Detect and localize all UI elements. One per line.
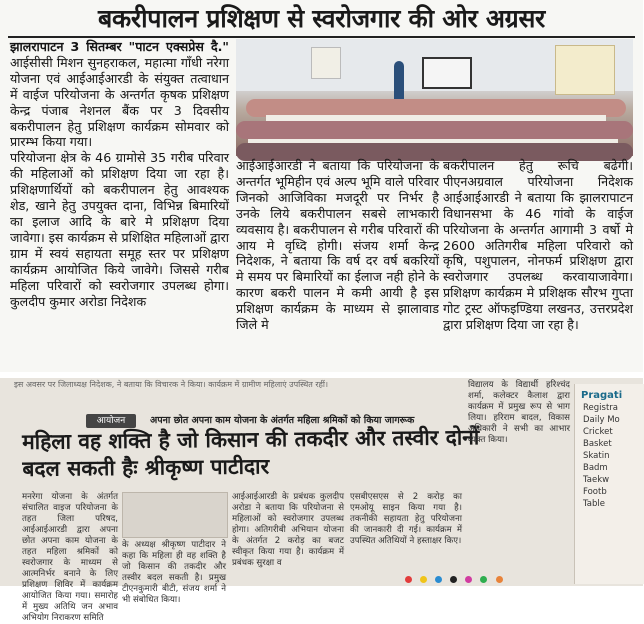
bottom-news-clipping [0,378,643,623]
bottom-kicker: अपना छोत अपना काम योजना के अंतर्गत महिला श्रमिकों को किया जागरूक [150,415,415,426]
color-dot [496,576,503,583]
ad-item: Cricket [583,427,613,437]
photo-banner [555,45,615,95]
bottom-photo [122,492,228,538]
top-column-2 [236,158,439,333]
ad-item: Footb [583,487,607,497]
bottom-col2-text: के अध्यक्ष श्रीकृष्ण पाटीदार ने कहा कि महिला ही वह शक्ति है जो किसान की तकदीर और तस्वीर बदल सकती है। प्रमुख टीएनकुमारी बीटी, संजय शर्मा ने भी संबोधित किया। [122,540,226,605]
top-column-3 [443,158,633,333]
ad-item: Daily Mo [583,415,620,425]
training-photo [236,39,633,156]
col3-text: बकरीपालन हेतु रूचि बढेगी। पीएनअग्रवाल परियोजना निदेशक आईआईआरडी ने बताया कि झालरापाटन विधानसभा के 46 गांवो के वाईज परियोजना के अन्तर्गत आगामी 3 वर्षो मे 2600 अतिगरीब महिला परिवारो को कृषि, पशुपालन, नोनफर्म प्रशिक्षण द्वारा स्वरोजगार उपलब्ध करवायाजावेगा। प्रशिक्षण कार्यक्रम मे प्रशिक्षक सौरभ गुप्ता गोट ट्रस्ट ऑफइण्डिया लखनउ, उत्तरप्रदेश द्वारा प्रशिक्षण दिया जा रहा है। [443,158,633,333]
photo-poster [311,47,341,79]
photo-presenter [394,61,404,101]
bottom-section-tag: आयोजन [86,414,136,428]
bottom-column-2 [122,492,226,606]
ad-item: Table [583,499,605,509]
ad-title: Pragati [581,390,623,401]
bottom-prev-article-strip: इस अवसर पर जिलाध्यक्ष निदेशक, ने बताया कि विचारक ने किया। कार्यक्रम में ग्रामीण महिलाएं उपस्थित रहीं। [14,380,328,389]
photo-audience-row [236,121,633,139]
color-dot [450,576,457,583]
bottom-col3-text: आईआईआरडी के प्रबंधक कुलदीप अरोडा ने बताया कि परियोजना से महिलाओं को स्वरोजगार उपलब्ध होगा। अतिगरीबी अभियान योजना के अंतर्गत 2 करोड़ का बजट स्वीकृत किया गया है। कार्यक्रम में प्रबंधक सुरक्षा व [232,492,344,568]
sports-ad [574,384,644,584]
ad-subtitle: Registra [583,403,618,413]
bottom-headline: महिला वह शक्ति है जो किसान की तकदीर और तस्वीर दोनों बदल सकती हैः श्रीकृष्ण पाटीदार [22,424,480,481]
top-column-1 [10,39,229,309]
ad-item: Skatin [583,451,610,461]
photo-projector-screen [422,57,472,89]
color-dot [420,576,427,583]
bottom-col5-text: विद्यालय के विद्यार्थी हरिश्चंद शर्मा, कलेक्टर कैलाश द्वारा कार्यक्रम में प्रमुख रूप से भाग लिया। हरिराम बादल, विकास अधिकारी ने सभी का आभार व्यक्त किया। [468,380,570,445]
print-color-dots [405,568,565,578]
headline-rule [8,36,635,38]
bottom-col4-text: एसबीएसएस से 2 करोड़ का एमओयू साइन किया गया है। तकनीकी सहायता हेतु परियोजना की जानकारी दी गई। कार्यक्रम में उपस्थित अतिथियों ने हस्ताक्षर किए। [350,492,462,546]
bottom-column-5 [468,380,570,446]
bottom-column-3 [232,492,344,569]
col1-para-2: परियोजना क्षेत्र के 46 ग्रामोसे 35 गरीब परिवार की महिलाओं को प्रशिक्षण दिया जा रहा है। प्रशिक्षणार्थियों को बकरीपालन हेतु आवश्यक शेड, खाने हेतु उपयुक्त दाना, विभिन्न बिमारियों का इलाज आदि के बारे मे प्रशिक्षण दिया जावेगा। इस कार्यक्रम से प्रशिक्षित महिलाओं द्वारा ग्राम में स्वयं सहायता समूह स्तर पर प्रशिक्षण कार्यक्रम आयोजित किये जावेगे। जिससे गरीब महिला परिवारों को स्वरोजगार उपलब्ध होगा। कुलदीप कुमार अरोडा निदेशक [10,150,229,309]
ad-item: Basket [583,439,612,449]
color-dot [465,576,472,583]
top-headline: बकरीपालन प्रशिक्षण से स्वरोजगार की ओर अग्रसर [98,4,545,33]
bottom-col1-text: मनरेगा योजना के अंतर्गत संचालित वाइज परियोजना के तहत जिला परिषद, आईआईआरडी द्वारा अपना छोत अपना काम योजना के तहत महिला श्रमिकों को स्वरोजगार के माध्यम से आत्मनिर्भर बनाने के लिए प्रशिक्षण शिविर में कार्यक्रम आयोजित किया गया। समारोह में मुख्य अतिथि जन अभाव अभियोग निराकरण समिति [22,492,118,623]
ad-item: Badm [583,463,608,473]
color-dot [480,576,487,583]
col2-text: आईआईआरडी ने बताया कि परियोजना के अन्तर्गत भूमिहीन एवं अल्प भूमि वाले परिवार जिनको आजिविका मजदूरी पर निर्भर है उनके लिये बकरीपालन सबसे लाभकारी व्यवसाय है। बकरीपालन से गरीब परिवारों की आय मे वृध्दि होगी। संजय शर्मा केन्द्र निदेशक, ने बताया कि वर्ष दर वर्ष बकरियों मे समय पर बिमारियों का ईलाज नही होने के कारण बकरी पालन मे कमी आयी है इस प्रशिक्षण कार्यक्रम के माध्यम से झालावाड जिले मे [236,158,439,333]
bottom-column-4 [350,492,462,547]
col1-para-1: आईसीसी मिशन सुनहराकल, महात्मा गाँधी नरेगा योजना एवं आईआईआरडी के संयुक्त तत्वाधान में वाईज परियोजना के अन्तर्गत कृषक प्रशिक्षण केन्द्र पंजाब नेशनल बैंक पर 3 दिवसीय बकरीपालन हेतु प्रशिक्षण कार्यक्रम सोमवार को प्रारम्भ किया गया। [10,54,229,150]
bottom-column-1 [22,492,118,624]
color-dot [435,576,442,583]
color-dot [405,576,412,583]
dateline: झालरापाटन 3 सितम्बर "पाटन एक्सप्रेस दै." [10,39,229,54]
ad-item: Taekw [583,475,610,485]
